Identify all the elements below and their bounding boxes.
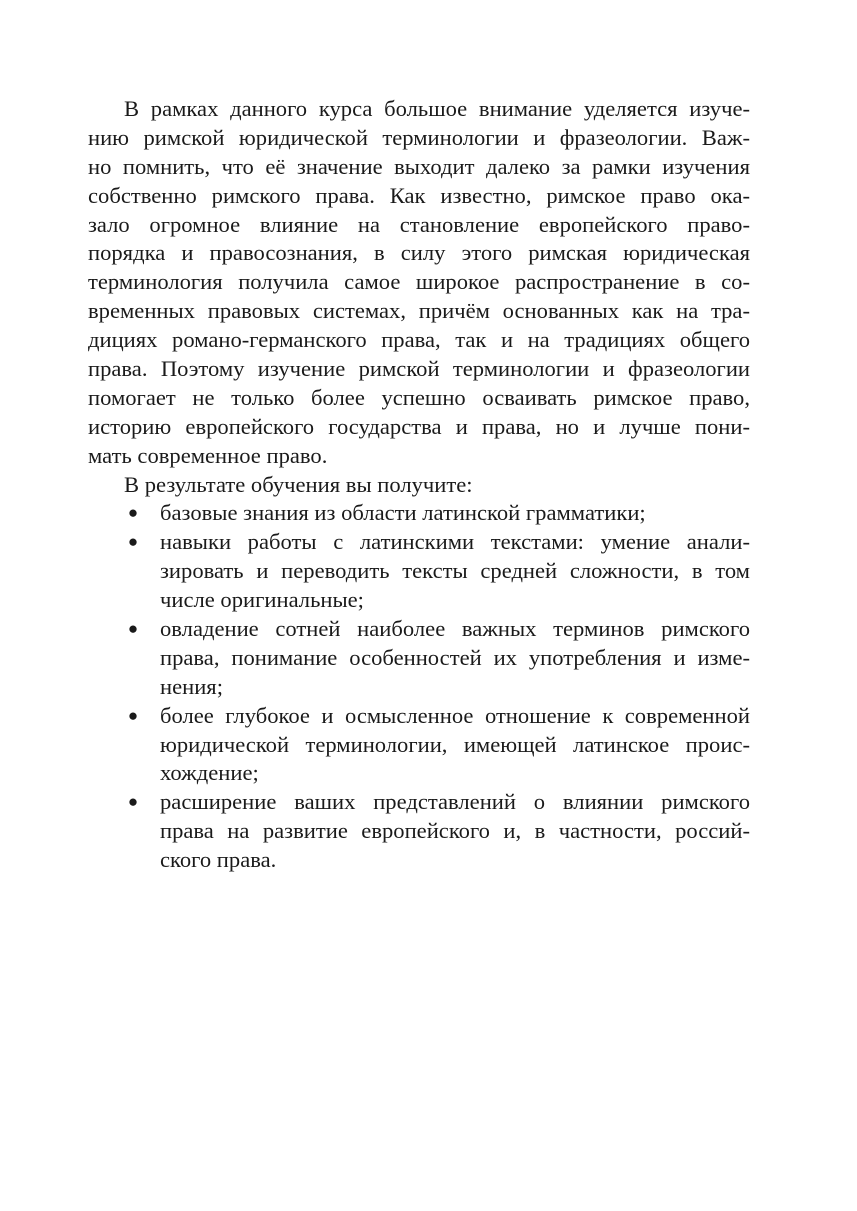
list-item-line: более глубокое и осмысленное отношение к современной [160,702,750,728]
bullet-icon: ● [127,619,139,639]
list-item-line: навыки работы с латинскими текстами: умение анали- [160,529,750,555]
paragraph-line: терминология получила самое широкое распространение в со- [88,269,750,295]
list-item-line: базовые знания из области латинской грамматики; [160,500,646,526]
list-item [88,528,750,615]
list-item-line: юридической терминологии, имеющей латинское проис- [160,731,750,757]
paragraph-line: собственно римского права. Как известно, римское право ока- [88,182,750,208]
paragraph-line: мать современное право. [88,442,328,468]
paragraph-line: зало огромное влияние на становление европейского право- [88,211,750,237]
paragraph-line: помогает не только более успешно осваивать римское право, [88,384,750,410]
list-item [88,788,750,875]
paragraph-line: порядка и правосознания, в силу этого римская юридическая [88,240,750,266]
paragraph-line: дициях романо-германского права, так и на традициях общего [88,327,750,353]
list-item-line: права на развитие европейского и, в частности, россий- [160,818,750,844]
list-item-line: зировать и переводить тексты средней сложности, в том [160,558,750,584]
paragraph-line: права. Поэтому изучение римской терминологии и фразеологии [88,356,750,382]
page-body [88,95,750,875]
list-item-line: права, понимание особенностей их употребления и изме- [160,644,750,670]
intro-paragraph [88,95,750,471]
bullet-icon: ● [127,792,139,812]
list-item [88,615,750,702]
list-item-line: овладение сотней наиболее важных терминов римского [160,616,750,642]
paragraph-line: временных правовых системах, причём основанных как на тра- [88,298,750,324]
list-item [88,702,750,789]
paragraph-line: историю европейского государства и права, но и лучше пони- [88,413,750,439]
list-item-line: расширение ваших представлений о влиянии римского [160,789,750,815]
bullet-icon: ● [127,532,139,552]
paragraph-line: но помнить, что её значение выходит далеко за рамки изучения [88,153,750,179]
results-intro: В результате обучения вы получите: [124,471,473,497]
list-item-line: нения; [160,673,223,699]
list-item-line: числе оригинальные; [160,587,364,613]
list-item-line: ского права. [160,847,277,873]
paragraph-line: В рамках данного курса большое внимание уделяется изуче- [124,96,750,121]
bullet-icon: ● [127,705,139,725]
paragraph-line: нию римской юридической терминологии и фразеологии. Важ- [88,124,750,150]
bullet-icon: ● [127,503,139,523]
results-list [88,499,750,875]
list-item-line: хождение; [160,760,259,786]
list-item [88,499,750,528]
